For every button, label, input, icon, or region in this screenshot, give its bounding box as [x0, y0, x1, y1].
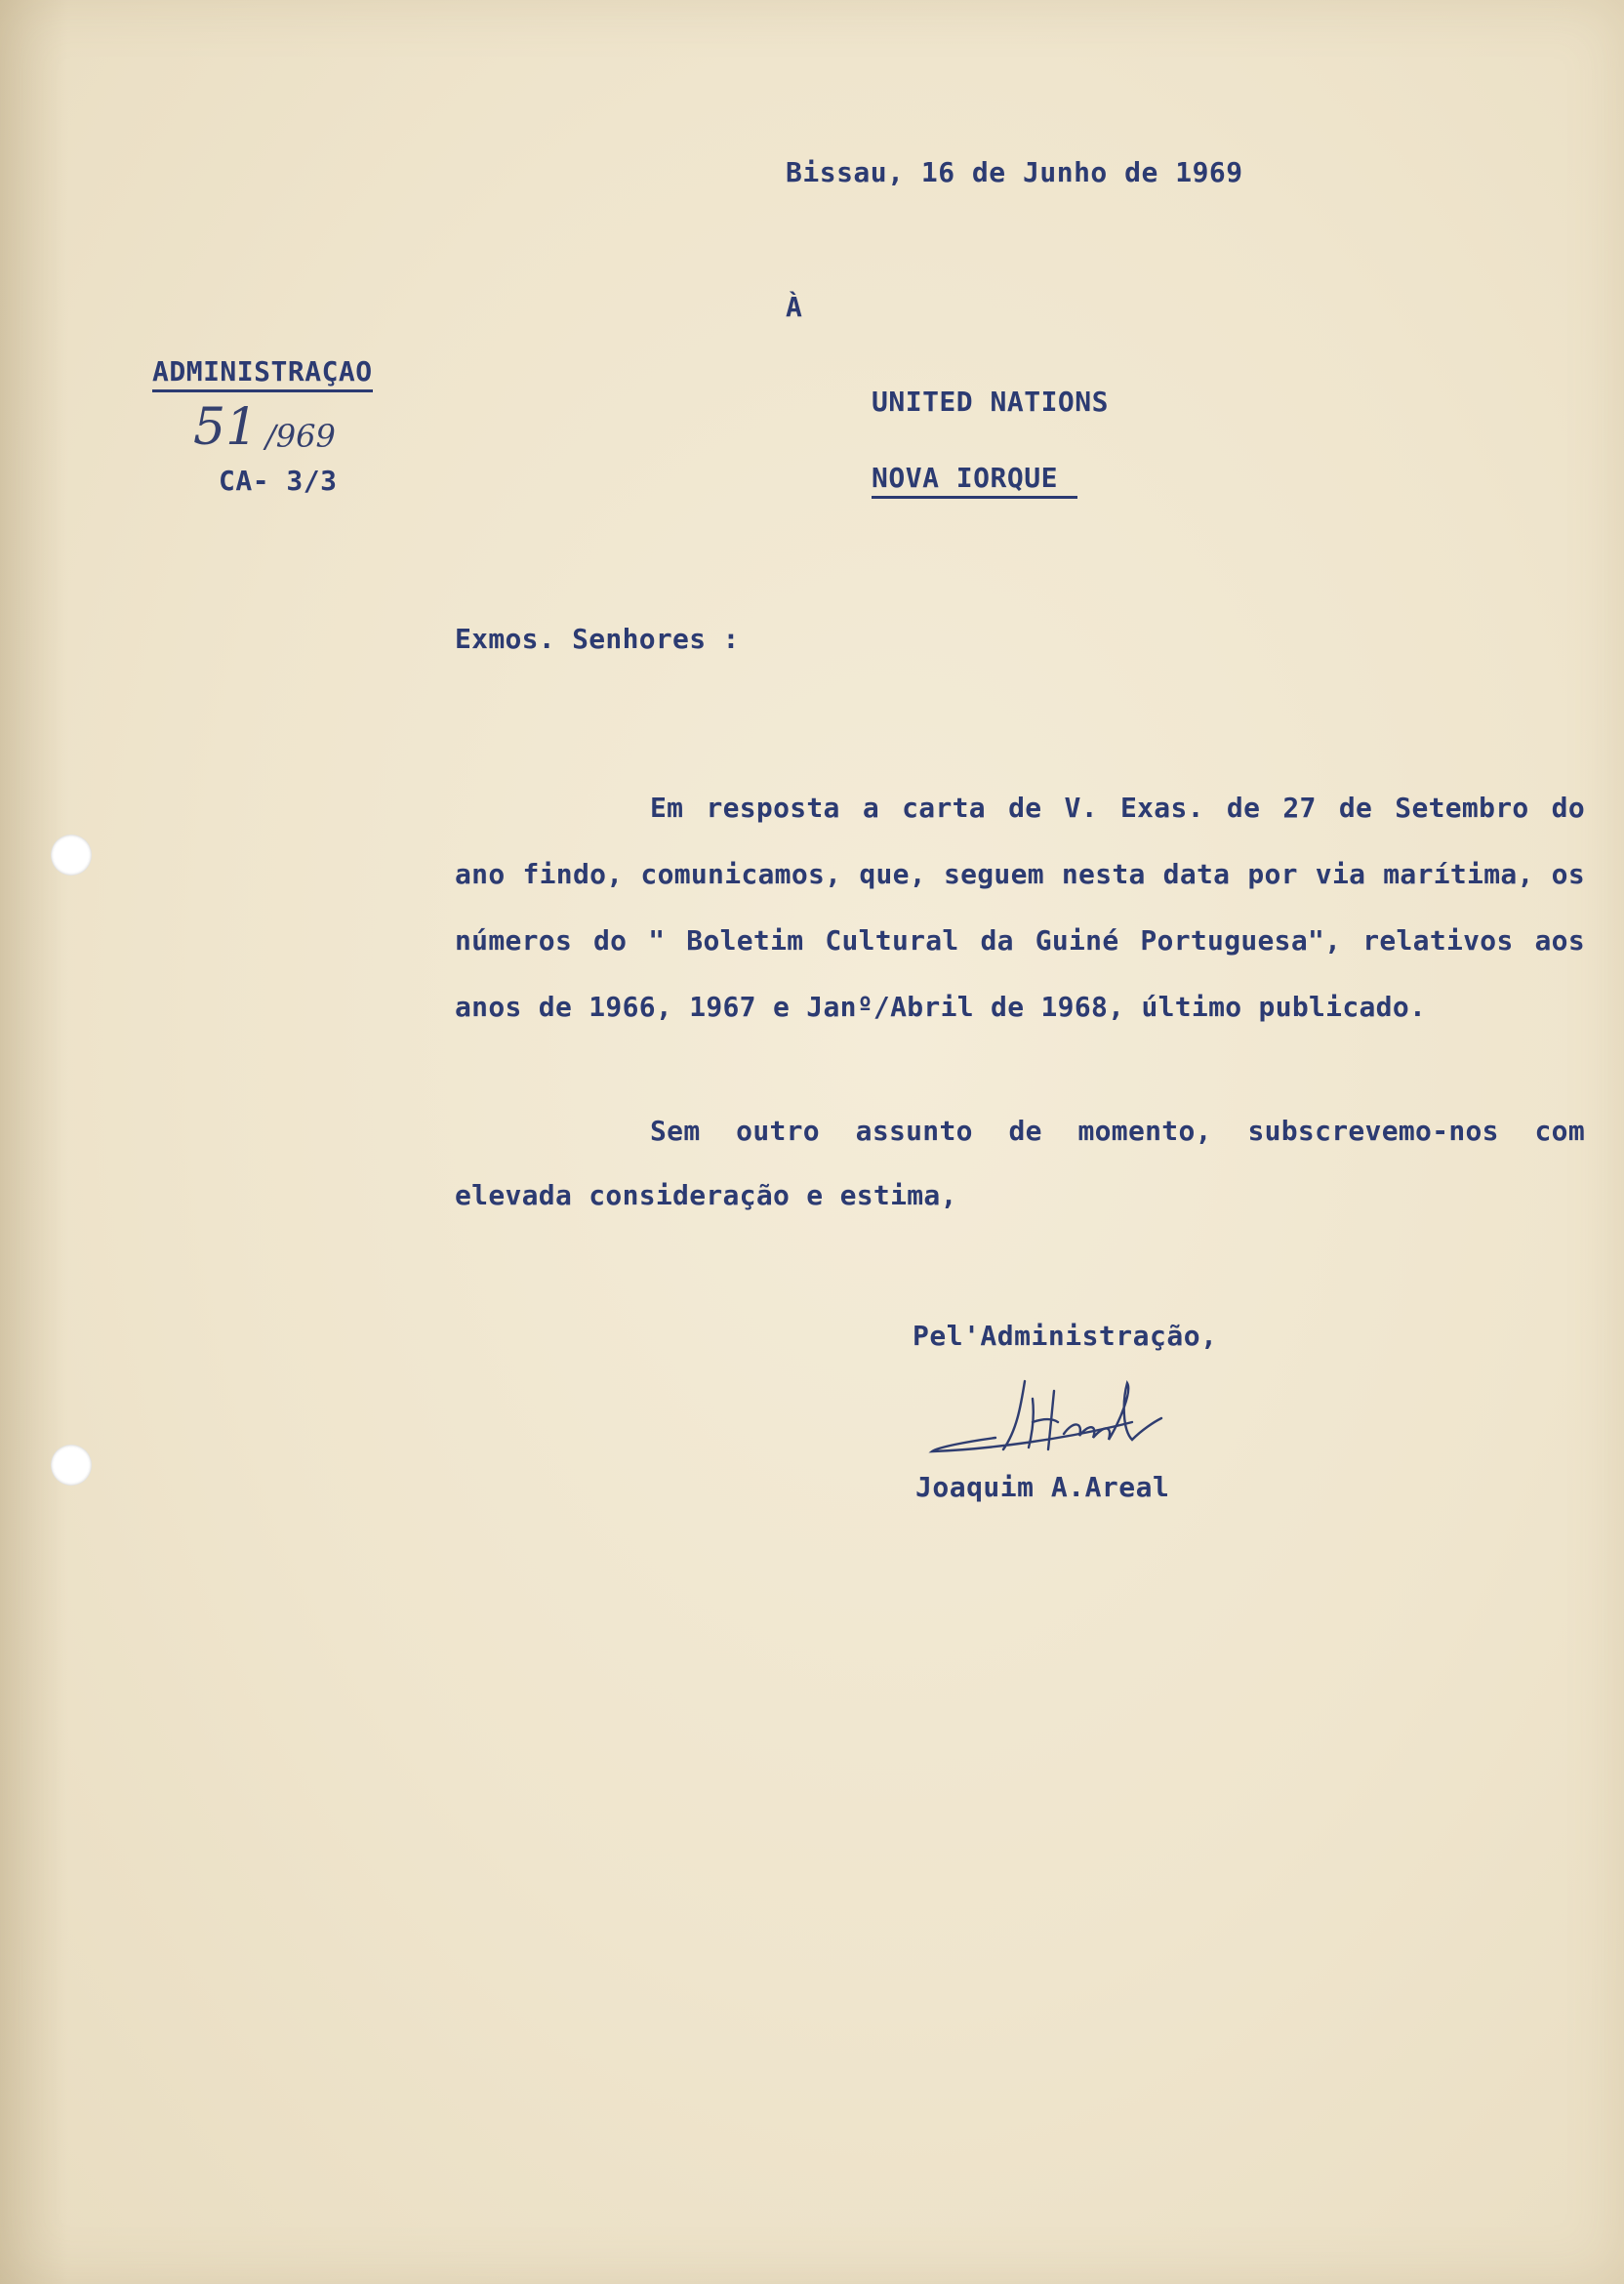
- place-date: Bissau, 16 de Junho de 1969: [786, 156, 1243, 188]
- body-paragraph: Sem outro assunto de momento, subscrevemo-nos com elevada consideração e estima,: [455, 1115, 1585, 1211]
- signatory-name: Joaquim A.Areal: [915, 1471, 1170, 1503]
- reference-code: CA- 3/3: [219, 465, 338, 497]
- recipient-organization: UNITED NATIONS: [872, 386, 1110, 418]
- recipient-city: NOVA IORQUE: [872, 462, 1077, 499]
- addressee-prefix: À: [786, 291, 803, 323]
- reference-number: 51: [193, 398, 259, 457]
- salutation: Exmos. Senhores :: [455, 623, 740, 655]
- reference-year: /969: [265, 418, 336, 455]
- body-paragraph: Em resposta a carta de V. Exas. de 27 de Setembro do ano findo, comunicamos, que, seguem nesta data por via marítima, os números do " Boletim Cultural da Guiné Portuguesa", relativos aos anos de 1966, 1967 e Janº/Abril de 1968, último publicado.: [455, 792, 1585, 1023]
- reference-department: ADMINISTRAÇAO: [152, 355, 373, 392]
- punch-hole: [51, 835, 92, 876]
- closing: Pel'Administração,: [913, 1320, 1218, 1352]
- signature: [927, 1362, 1191, 1469]
- punch-hole: [51, 1445, 92, 1486]
